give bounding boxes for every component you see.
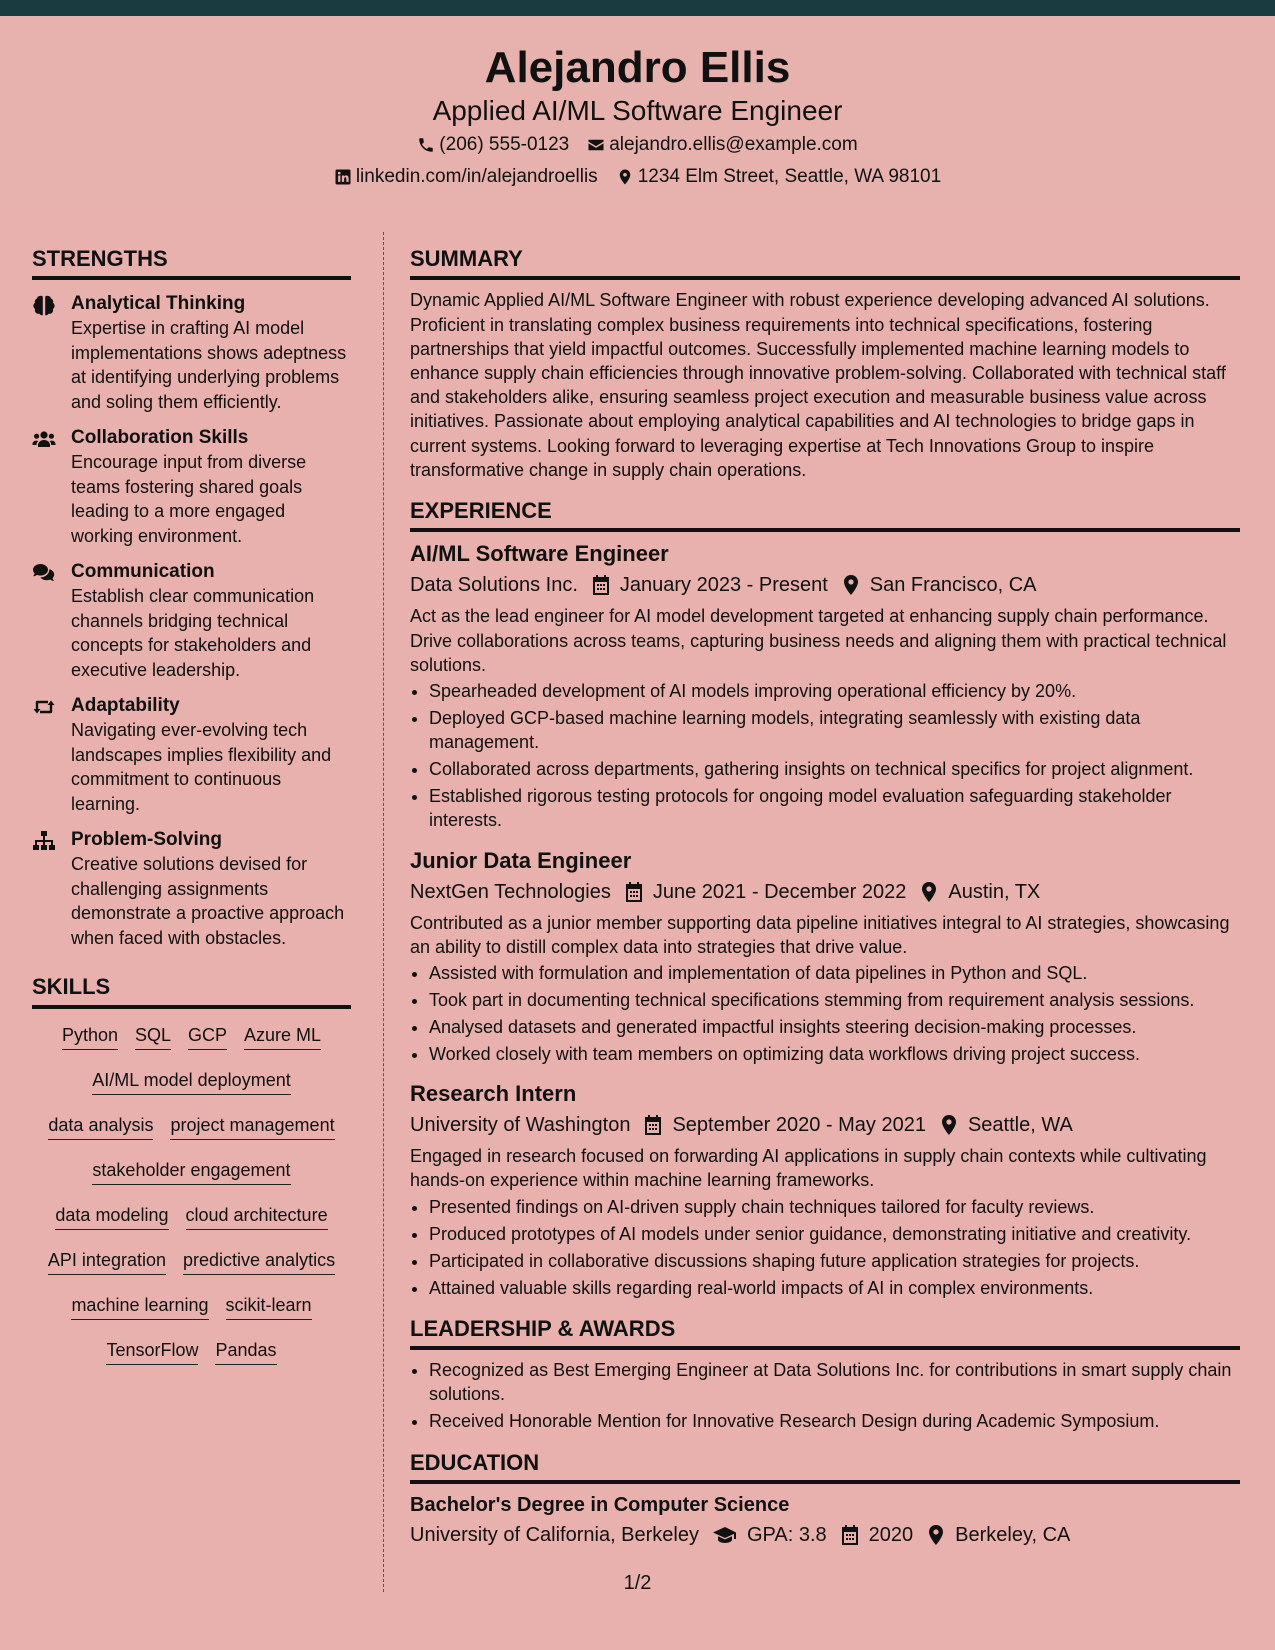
job-description: Contributed as a junior member supporting data pipeline initiatives integral to AI strategies, showcasing an ability to distill complex data into strategies that drive value. [410,912,1230,957]
skill-tag: project management [170,1113,334,1140]
company-name: NextGen Technologies [410,880,611,903]
strength-name: Problem-Solving [71,829,222,851]
calendar-icon [644,1115,662,1135]
brain-icon [32,294,56,316]
skill-row [32,1338,351,1383]
strength-item [32,828,351,950]
job-title: AI/ML Software Engineer [410,541,669,567]
experience-entry [410,540,1240,832]
job-dates: January 2023 - Present [619,574,828,597]
skill-row [32,1293,351,1338]
calendar-icon [592,575,610,595]
sitemap-icon [32,830,56,852]
strength-item [32,694,351,816]
left-column [32,246,351,1383]
job-dates-wrap [644,1110,926,1140]
job-meta [410,1110,1240,1140]
linkedin-contact[interactable] [334,166,598,189]
strength-description: Expertise in crafting AI model implementations shows adeptness at identifying underlying problems and soling them efficiently. [71,318,347,412]
job-bullet: • Attained valuable skills regarding real-world impacts of AI in complex environments. [429,1276,1240,1300]
skill-tag: data modeling [55,1203,168,1230]
job-bullet: • Established rigorous testing protocols for ongoing model evaluation safeguarding stakeholder interests. [429,784,1240,832]
job-meta [410,877,1240,907]
strengths-heading: STRENGTHS [32,246,351,280]
graduation-year: 2020 [868,1524,914,1547]
job-bullet: • Analysed datasets and generated impactful insights steering decision-making processes. [429,1015,1240,1039]
map-marker-icon [940,1115,958,1135]
skill-tag: cloud architecture [186,1203,328,1230]
graduation-cap-icon [713,1525,737,1545]
calendar-icon [841,1525,859,1545]
job-meta [410,570,1240,600]
experience-heading: EXPERIENCE [410,498,1240,532]
address-contact [616,166,941,189]
strength-name: Communication [71,561,215,583]
experience-entry [410,1080,1240,1300]
skills-heading: SKILLS [32,974,351,1008]
strength-description: Navigating ever-evolving tech landscapes implies flexibility and commitment to continuous learning. [71,720,332,814]
address-text: 1234 Elm Street, Seattle, WA 98101 [637,166,942,187]
job-bullet: • Spearheaded development of AI models improving operational efficiency by 20%. [429,679,1240,703]
job-bullets [410,679,1240,833]
company-name: University of Washington [410,1114,631,1137]
skill-tag: data analysis [48,1113,153,1140]
linkedin-text: linkedin.com/in/alejandroellis [355,166,598,187]
skill-tag: Python [62,1023,118,1050]
grad-year-wrap [841,1520,914,1550]
degree-name: Bachelor's Degree in Computer Science [410,1494,790,1517]
skill-tag: API integration [48,1248,166,1275]
skill-row [32,1203,351,1248]
skill-tag: machine learning [71,1293,208,1320]
envelope-icon [587,136,605,154]
leadership-list [410,1358,1240,1433]
job-bullet: • Worked closely with team members on optimizing data workflows driving project success. [429,1042,1240,1066]
map-marker-icon [927,1525,945,1545]
job-bullet: • Collaborated across departments, gathering insights on technical specifics for project alignment. [429,757,1240,781]
skill-tag: stakeholder engagement [92,1158,290,1185]
job-location-wrap [920,877,1040,907]
skill-tag: GCP [188,1023,227,1050]
skill-row [32,1023,351,1068]
phone-text: (206) 555-0123 [439,134,570,155]
education-meta [410,1520,1240,1550]
job-bullet: • Presented findings on AI-driven supply chain techniques tailored for faculty reviews. [429,1195,1240,1219]
calendar-icon [625,882,643,902]
skill-tag: Pandas [215,1338,276,1365]
job-dates-wrap [592,570,828,600]
skill-tag: TensorFlow [106,1338,198,1365]
job-bullet: • Deployed GCP-based machine learning models, integrating seamlessly with existing data management. [429,706,1240,754]
school-name: University of California, Berkeley [410,1524,699,1547]
strength-name: Analytical Thinking [71,293,246,315]
skills-list [32,1023,351,1383]
contact-row-2 [0,166,1275,189]
job-location: Austin, TX [948,880,1041,903]
award-item: • Recognized as Best Emerging Engineer at Data Solutions Inc. for contributions in smart supply chain solutions. [429,1358,1240,1406]
retweet-icon [32,696,56,718]
skill-tag: SQL [135,1023,171,1050]
job-location: San Francisco, CA [869,574,1037,597]
gpa-wrap [713,1520,827,1550]
candidate-title: Applied AI/ML Software Engineer [432,95,843,126]
phone-icon [417,136,435,154]
leadership-heading: LEADERSHIP & AWARDS [410,1316,1240,1350]
strength-name: Adaptability [71,695,180,717]
job-location-wrap [940,1110,1073,1140]
job-dates: June 2021 - December 2022 [652,880,907,903]
linkedin-icon [334,168,352,186]
job-bullet: • Took part in documenting technical specifications stemming from requirement analysis sessions. [429,988,1240,1012]
gpa-text: GPA: 3.8 [747,1524,827,1547]
job-bullet: • Assisted with formulation and implementation of data pipelines in Python and SQL. [429,961,1240,985]
strength-name: Collaboration Skills [71,427,249,449]
summary-text: Dynamic Applied AI/ML Software Engineer with robust experience developing advanced AI solutions. Proficient in translating complex business requirements into technical specifications, fostering partnerships that yield impactful outcomes. Successfully implemented machine learning models to enhance supply chain efficiencies through innovative problem-solving. Collaborated with technical staff and stakeholders alike, ensuring seamless project execution and measurable business value across initiatives. Passionate about employing analytical capabilities and AI technologies to bridge gaps in current systems. Looking forward to leveraging expertise at Tech Innovations Group to inspire transformative change in supply chain operations. [410,290,1226,480]
strength-description: Creative solutions devised for challenging assignments demonstrate a proactive approach when faced with obstacles. [71,854,345,948]
page-number: 1/2 [623,1572,652,1594]
comments-icon [32,562,56,584]
email-contact[interactable] [587,134,857,157]
skill-row [32,1113,351,1158]
resume-header [0,16,1275,204]
right-column [410,246,1240,1554]
skill-tag: scikit-learn [226,1293,312,1320]
experience-entry [410,847,1240,1067]
job-description: Act as the lead engineer for AI model development targeted at enhancing supply chain performance. Drive collaborations across teams, capturing business needs and aligning them with practical technical solutions. [410,606,1227,675]
skill-row [32,1158,351,1203]
award-item: • Received Honorable Mention for Innovative Research Design during Academic Symposium. [429,1409,1240,1433]
contact-row-1 [0,134,1275,157]
candidate-name: Alejandro Ellis [484,43,791,92]
map-marker-icon [920,882,938,902]
column-divider [383,232,384,1592]
map-marker-icon [842,575,860,595]
job-bullet: • Produced prototypes of AI models under senior guidance, demonstrating initiative and creativity. [429,1222,1240,1246]
job-bullets [410,961,1240,1066]
map-marker-icon [616,168,634,186]
skill-tag: Azure ML [244,1023,321,1050]
education-heading: EDUCATION [410,1450,1240,1484]
job-description: Engaged in research focused on forwarding AI applications in supply chain contexts while cultivating hands-on experience within machine learning frameworks. [410,1146,1207,1191]
skill-row [32,1248,351,1293]
strength-description: Establish clear communication channels bridging technical concepts for stakeholders and executive leadership. [71,586,315,680]
skill-row [32,1068,351,1113]
email-text: alejandro.ellis@example.com [609,134,858,155]
job-dates-wrap [625,877,907,907]
strength-description: Encourage input from diverse teams fostering shared goals leading to a more engaged working environment. [71,452,307,546]
strength-item [32,560,351,682]
users-icon [32,428,56,450]
skill-tag: AI/ML model deployment [92,1068,290,1095]
job-title: Research Intern [410,1081,577,1107]
job-bullet: • Participated in collaborative discussions shaping future application strategies for projects. [429,1249,1240,1273]
job-dates: September 2020 - May 2021 [672,1114,926,1137]
strength-item [32,426,351,548]
skill-tag: predictive analytics [183,1248,335,1275]
strength-item [32,292,351,414]
phone-contact [417,134,569,157]
job-location: Seattle, WA [967,1114,1073,1137]
job-bullets [410,1195,1240,1300]
job-location-wrap [842,570,1037,600]
company-name: Data Solutions Inc. [410,574,578,597]
job-title: Junior Data Engineer [410,847,632,873]
school-location: Berkeley, CA [955,1524,1071,1547]
edu-location-wrap [927,1520,1070,1550]
summary-heading: SUMMARY [410,246,1240,280]
top-accent-bar [0,0,1275,16]
